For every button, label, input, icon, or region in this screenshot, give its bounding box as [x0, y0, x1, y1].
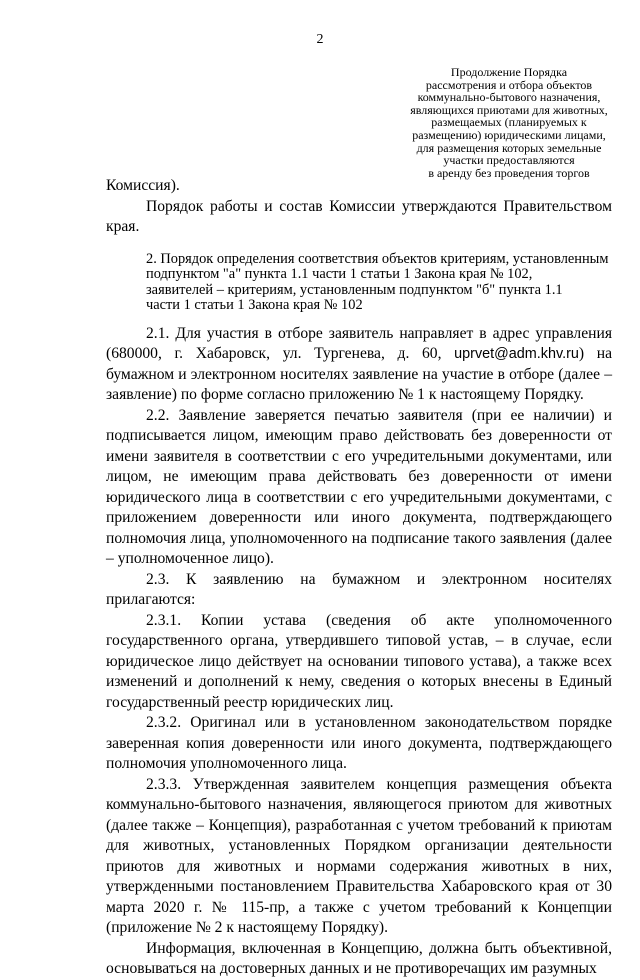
- header-note-line: рассмотрения и отбора объектов: [425, 77, 593, 92]
- header-note-line: в аренду без проведения торгов: [428, 165, 590, 180]
- page-number: 2: [316, 32, 324, 47]
- section-title-line: части 1 статьи 1 Закона края № 102: [146, 297, 363, 313]
- section-title-line: заявителей – критериям, установленным подпунктом "б" пункта 1.1: [146, 281, 563, 298]
- section-title-line: подпунктом "а" пункта 1.1 части 1 статьи 1 Закона края № 102,: [146, 266, 533, 282]
- section-title: [146, 252, 612, 314]
- paragraph-2-2: 2.2. Заявление заверяется печатью заявителя (при ее наличии) и подписывается лицом, имеющим право действовать без доверенности от имени заявителя в соответствии с его учредительными документами, или лицом, не имеющим права действовать без доверенности от имени юридического лица в соответствии с его учредительными документами, с приложением доверенности или иного документа, подтверждающего полномочия лица, уполномоченного на подписание такого заявления (далее – уполномоченное лицо).: [106, 406, 612, 567]
- paragraph-2-1-text-end: ) на бумажном и электронном носителях заявление на участие в отборе (далее – заявление) по форме согласно приложению № 1 к настоящему Порядку.: [106, 345, 612, 403]
- paragraph-continuation: Комиссия).: [106, 177, 180, 194]
- header-note-line: размещаемых (планируемых к: [431, 115, 587, 130]
- paragraph-2-1-text: 2.1. Для участия в отборе заявитель направляет в адрес управления (680000, г. Хабаровск, ул. Тургенева, д. 60,: [106, 324, 612, 362]
- paragraph-2-3-3: 2.3.3. Утвержденная заявителем концепция размещения объекта коммунально-бытового назначения, являющегося приютом для животных (далее также – Концепция), разработанная с учетом требований к приютам для животных, установленных Порядком организации деятельности приютов для животных и нормами содержания животных в них, утвержденными постановлением Правительства Хабаровского края от 30 марта 2020 г. № 115-пр, а также с учетом требований к Концепции (приложение № 2 к настоящему Порядку).: [106, 775, 612, 936]
- header-note: [398, 66, 620, 179]
- header-note-line: размещению) юридическими лицами,: [412, 127, 606, 142]
- header-note-line: Продолжение Порядка: [450, 65, 568, 79]
- header-note-line: являющихся приютами для животных,: [410, 102, 608, 117]
- document-body: [106, 176, 612, 980]
- paragraph-2-3-2: 2.3.2. Оригинал или в установленном законодательством порядке заверенная копия доверенности или иного документа, подтверждающего полномочия уполномоченного лица.: [106, 714, 612, 772]
- section-title-line: 2. Порядок определения соответствия объектов критериям, установленным: [146, 250, 609, 267]
- header-note-line: коммунально-бытового назначения,: [417, 90, 601, 105]
- paragraph-commission: Порядок работы и состав Комиссии утверждаются Правительством края.: [106, 197, 612, 235]
- header-note-line: для размещения которых земельные: [416, 140, 602, 155]
- paragraph-2-1: [106, 324, 612, 406]
- header-note-line: участки предоставляются: [443, 153, 575, 168]
- paragraph-concept-info: Информация, включенная в Концепцию, должна быть объективной, основываться на достоверных данных и не противоречащих им разумных: [106, 939, 612, 977]
- email-address: uprvet@adm.khv.ru: [454, 346, 579, 362]
- paragraph-2-3-1: 2.3.1. Копии устава (сведения об акте уполномоченного государственного органа, утвердившего типовой устав, – в случае, если юридическое лицо действует на основании типового устава), а также всех изменений и дополнений к нему, сведения о которых внесены в Единый государственный реестр юридических лиц.: [106, 611, 612, 711]
- paragraph-2-3: 2.3. К заявлению на бумажном и электронном носителях прилагаются:: [106, 570, 612, 608]
